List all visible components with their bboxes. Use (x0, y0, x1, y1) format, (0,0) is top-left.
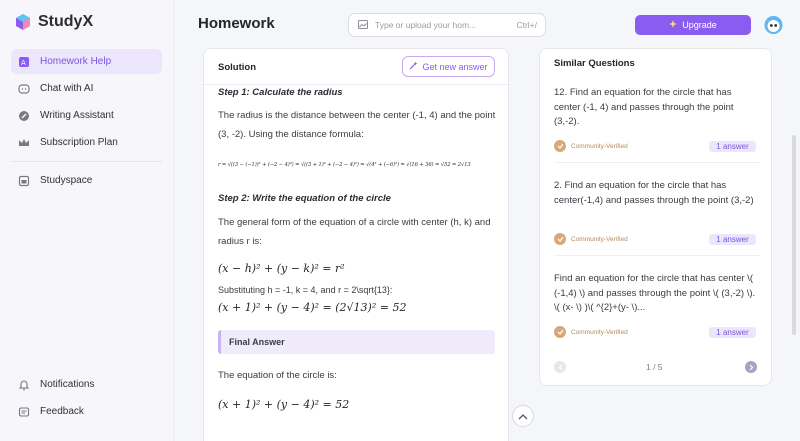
final-answer-heading (218, 330, 495, 354)
sidebar-item-label: Notifications (40, 379, 95, 390)
answer-count-badge[interactable]: 1 answer (709, 234, 756, 245)
chevron-left-icon (558, 358, 563, 376)
check-icon (554, 140, 566, 152)
sidebar-item-studyspace[interactable] (11, 168, 162, 193)
get-new-answer-label: Get new answer (422, 61, 488, 72)
question-separator (554, 162, 760, 163)
sidebar-item-feedback[interactable] (11, 399, 162, 424)
similar-question-2[interactable]: 2. Find an equation for the circle that has center(-1,4) and passes through the point (3,-2) (554, 180, 754, 206)
sidebar-item-chat-with-ai[interactable] (11, 76, 162, 101)
feedback-icon (17, 405, 30, 418)
verified-label: Community-Verified (571, 235, 628, 243)
scroll-up-button[interactable] (512, 405, 534, 427)
page-title: Homework (198, 15, 275, 32)
search-placeholder: Type or upload your hom... (375, 20, 477, 30)
similar-questions-panel (539, 48, 772, 386)
verified-badge (554, 326, 628, 338)
chevron-right-icon (749, 358, 754, 376)
upgrade-label: Upgrade (682, 20, 717, 30)
sidebar-item-label: Homework Help (40, 56, 112, 67)
sidebar (0, 0, 174, 441)
final-answer-label: Final Answer (229, 337, 285, 347)
similar-questions-title: Similar Questions (554, 58, 635, 69)
general-formula: (x − h)² + (y − k)² = r² (218, 262, 345, 275)
app-name: StudyX (38, 13, 94, 30)
image-upload-icon[interactable] (358, 20, 368, 31)
verified-label: Community-Verified (571, 142, 628, 150)
studyspace-icon (17, 174, 30, 187)
substitution-text: Substituting h = -1, k = 4, and r = 2\sqrt{13}: (218, 285, 393, 295)
page-scrollbar[interactable] (792, 135, 796, 335)
page-indicator: 1 / 5 (646, 362, 663, 372)
substituted-formula: (x + 1)² + (y − 4)² = (2√13)² = 52 (218, 301, 407, 314)
step2-text: The general form of the equation of a circle with center (h, k) and radius r is: (218, 217, 491, 247)
get-new-answer-button[interactable] (402, 56, 495, 77)
solution-panel (203, 48, 509, 441)
sidebar-item-label: Subscription Plan (40, 137, 118, 148)
sidebar-item-notifications[interactable] (11, 372, 162, 397)
step1-text: The radius is the distance between the center (-1, 4) and the point (3, -2). Using the distance formula: (218, 110, 496, 140)
chat-icon (17, 82, 30, 95)
sidebar-item-writing-assistant[interactable] (11, 103, 162, 128)
pagination (554, 361, 760, 375)
question-separator (554, 255, 760, 256)
pen-icon (17, 109, 30, 122)
check-icon (554, 326, 566, 338)
prev-page-button[interactable] (554, 361, 566, 373)
solution-header (204, 49, 508, 85)
magic-wand-icon (409, 61, 418, 72)
final-text: The equation of the circle is: (218, 370, 337, 381)
sidebar-item-label: Writing Assistant (40, 110, 114, 121)
step2-title: Step 2: Write the equation of the circle (218, 193, 391, 204)
search-input[interactable] (348, 13, 546, 37)
sidebar-item-homework-help[interactable] (11, 49, 162, 74)
sidebar-item-subscription-plan[interactable] (11, 130, 162, 155)
verified-badge (554, 140, 628, 152)
bell-icon (17, 378, 30, 391)
answer-count-badge[interactable]: 1 answer (709, 141, 756, 152)
check-icon (554, 233, 566, 245)
verified-badge (554, 233, 628, 245)
sidebar-item-label: Studyspace (40, 175, 93, 186)
next-page-button[interactable] (745, 361, 757, 373)
similar-question-1[interactable]: 12. Find an equation for the circle that has center (-1, 4) and passes through the point (3,-2). (554, 87, 734, 127)
sidebar-item-label: Feedback (40, 406, 84, 417)
sidebar-item-label: Chat with AI (40, 83, 94, 94)
avatar[interactable] (763, 14, 784, 35)
upgrade-button[interactable] (635, 15, 751, 35)
logo[interactable] (14, 13, 93, 31)
sparkle-icon (669, 20, 677, 30)
sidebar-divider (11, 161, 162, 162)
similar-question-3[interactable]: Find an equation for the circle that has center \( (-1,4) \) and passes through the point \( (3,-2) \). \( (x- \) )\( ^{2}+(y- \)... (554, 273, 756, 313)
homework-icon (17, 55, 30, 68)
verified-label: Community-Verified (571, 328, 628, 336)
step1-formula: r = √((3 − (−1))² + (−2 − 4)²) = √((3 + 1)² + (−2 − 4)²) = √(4² + (−6)²) = √(16 + 36) = √52 = 2√13 (218, 162, 471, 168)
solution-title: Solution (218, 62, 256, 73)
search-shortcut: Ctrl+/ (516, 20, 537, 30)
studyx-logo-icon (14, 13, 32, 31)
step1-title: Step 1: Calculate the radius (218, 87, 343, 98)
final-formula: (x + 1)² + (y − 4)² = 52 (218, 398, 350, 411)
svg-text:A: A (20, 58, 26, 67)
chevron-up-icon (518, 407, 528, 425)
crown-icon (17, 136, 30, 149)
answer-count-badge[interactable]: 1 answer (709, 327, 756, 338)
